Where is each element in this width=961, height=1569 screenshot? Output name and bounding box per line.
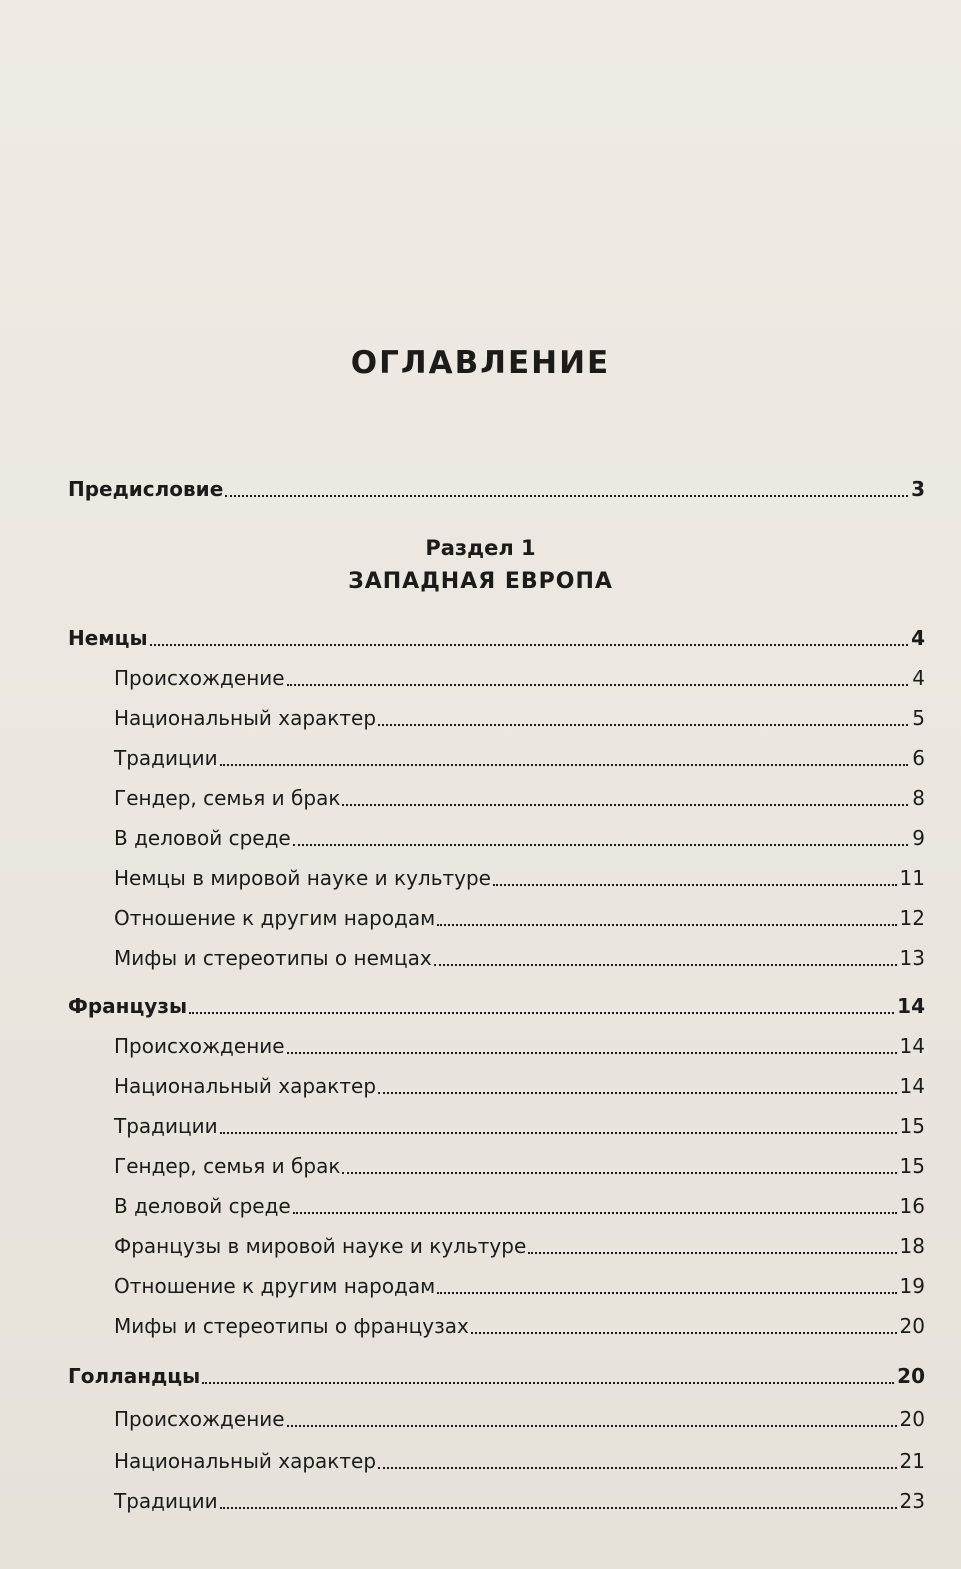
toc-page-number: 8 bbox=[912, 786, 925, 810]
toc-subentry bbox=[114, 895, 925, 931]
toc-subentry bbox=[114, 1023, 925, 1059]
toc-subentry bbox=[114, 1063, 925, 1099]
toc-page-number: 14 bbox=[899, 1074, 925, 1098]
dot-leader bbox=[150, 643, 908, 646]
toc-subentry bbox=[114, 815, 925, 851]
toc-subentry bbox=[114, 1223, 925, 1259]
toc-subentry-label: Отношение к другим народам bbox=[114, 906, 436, 930]
toc-page-number: 3 bbox=[911, 477, 925, 501]
dot-leader bbox=[189, 1011, 894, 1014]
toc-page-number: 12 bbox=[899, 906, 925, 930]
section-number: Раздел 1 bbox=[425, 536, 536, 560]
toc-entry-label: Предисловие bbox=[68, 477, 224, 501]
toc-page-number: 19 bbox=[899, 1274, 925, 1298]
toc-page-number: 14 bbox=[897, 994, 925, 1018]
dot-leader bbox=[220, 1506, 897, 1509]
toc-page-number: 4 bbox=[911, 626, 925, 650]
toc-subentry-label: Национальный характер bbox=[114, 1449, 377, 1473]
toc-chapter-label: Голландцы bbox=[68, 1364, 201, 1388]
toc-subentry-label: Гендер, семья и брак bbox=[114, 1154, 341, 1178]
dot-leader bbox=[378, 1091, 897, 1094]
toc-subentry-label: Национальный характер bbox=[114, 1074, 377, 1098]
toc-subentry bbox=[114, 695, 925, 731]
toc-subentry-label: Отношение к другим народам bbox=[114, 1274, 436, 1298]
dot-leader bbox=[293, 843, 908, 846]
toc-page-number: 15 bbox=[899, 1154, 925, 1178]
dot-leader bbox=[437, 923, 896, 926]
toc-subentry bbox=[114, 1183, 925, 1219]
toc-page-number: 20 bbox=[899, 1314, 925, 1338]
toc-subentry bbox=[114, 1143, 925, 1179]
dot-leader bbox=[471, 1331, 897, 1334]
toc-page-number: 21 bbox=[899, 1449, 925, 1473]
toc-subentry-label: Французы в мировой науке и культуре bbox=[114, 1234, 527, 1258]
toc-subentry-label: Происхождение bbox=[114, 666, 285, 690]
dot-leader bbox=[220, 1131, 897, 1134]
toc-subentry-label: Мифы и стереотипы о немцах bbox=[114, 946, 432, 970]
toc-subentry-label: Гендер, семья и брак bbox=[114, 786, 341, 810]
toc-subentry bbox=[114, 735, 925, 771]
dot-leader bbox=[493, 883, 897, 886]
toc-page-number: 14 bbox=[899, 1034, 925, 1058]
toc-subentry-label: В деловой среде bbox=[114, 826, 291, 850]
toc-subentry bbox=[114, 855, 925, 891]
toc-subentry-label: Традиции bbox=[114, 1489, 218, 1513]
toc-subentry-label: Традиции bbox=[114, 1114, 218, 1138]
toc-subentry-label: Происхождение bbox=[114, 1034, 285, 1058]
toc-subentry-label: Мифы и стереотипы о французах bbox=[114, 1314, 469, 1338]
toc-page-number: 15 bbox=[899, 1114, 925, 1138]
section-title: ЗАПАДНАЯ ЕВРОПА bbox=[348, 569, 613, 594]
toc-page-number: 11 bbox=[899, 866, 925, 890]
toc-page-number: 18 bbox=[899, 1234, 925, 1258]
dot-leader bbox=[220, 763, 908, 766]
dot-leader bbox=[437, 1291, 896, 1294]
page-title: ОГЛАВЛЕНИЕ bbox=[350, 345, 611, 381]
toc-page-number: 6 bbox=[912, 746, 925, 770]
toc-chapter bbox=[68, 983, 925, 1019]
dot-leader bbox=[342, 1171, 896, 1174]
dot-leader bbox=[225, 494, 908, 497]
dot-leader bbox=[434, 963, 897, 966]
toc-subentry bbox=[114, 655, 925, 691]
toc-subentry-label: В деловой среде bbox=[114, 1194, 291, 1218]
dot-leader bbox=[287, 1051, 897, 1054]
toc-page-number: 5 bbox=[912, 706, 925, 730]
toc-subentry-label: Немцы в мировой науке и культуре bbox=[114, 866, 491, 890]
toc-chapter-label: Немцы bbox=[68, 626, 148, 650]
dot-leader bbox=[342, 803, 908, 806]
toc-page-number: 20 bbox=[897, 1364, 925, 1388]
dot-leader bbox=[202, 1381, 894, 1384]
toc-page-number: 16 bbox=[899, 1194, 925, 1218]
toc-subentry bbox=[114, 775, 925, 811]
toc-subentry bbox=[114, 1263, 925, 1299]
toc-page-number: 4 bbox=[912, 666, 925, 690]
toc-chapter bbox=[68, 1353, 925, 1389]
toc-subentry bbox=[114, 1438, 925, 1474]
toc-subentry-label: Традиции bbox=[114, 746, 218, 770]
toc-subentry-label: Национальный характер bbox=[114, 706, 377, 730]
toc-page-number: 13 bbox=[899, 946, 925, 970]
toc-page-number: 20 bbox=[899, 1407, 925, 1431]
dot-leader bbox=[287, 1424, 897, 1427]
toc-page-number: 23 bbox=[899, 1489, 925, 1513]
toc-subentry bbox=[114, 1478, 925, 1514]
toc-subentry bbox=[114, 1303, 925, 1339]
dot-leader bbox=[378, 723, 908, 726]
toc-page-number: 9 bbox=[912, 826, 925, 850]
toc-chapter bbox=[68, 615, 925, 651]
toc-chapter-label: Французы bbox=[68, 994, 188, 1018]
dot-leader bbox=[378, 1466, 897, 1469]
dot-leader bbox=[528, 1251, 896, 1254]
toc-entry-preface bbox=[68, 466, 925, 502]
toc-subentry-label: Происхождение bbox=[114, 1407, 285, 1431]
toc-subentry bbox=[114, 1396, 925, 1432]
dot-leader bbox=[287, 683, 908, 686]
toc-subentry bbox=[114, 1103, 925, 1139]
toc-subentry bbox=[114, 935, 925, 971]
dot-leader bbox=[293, 1211, 897, 1214]
